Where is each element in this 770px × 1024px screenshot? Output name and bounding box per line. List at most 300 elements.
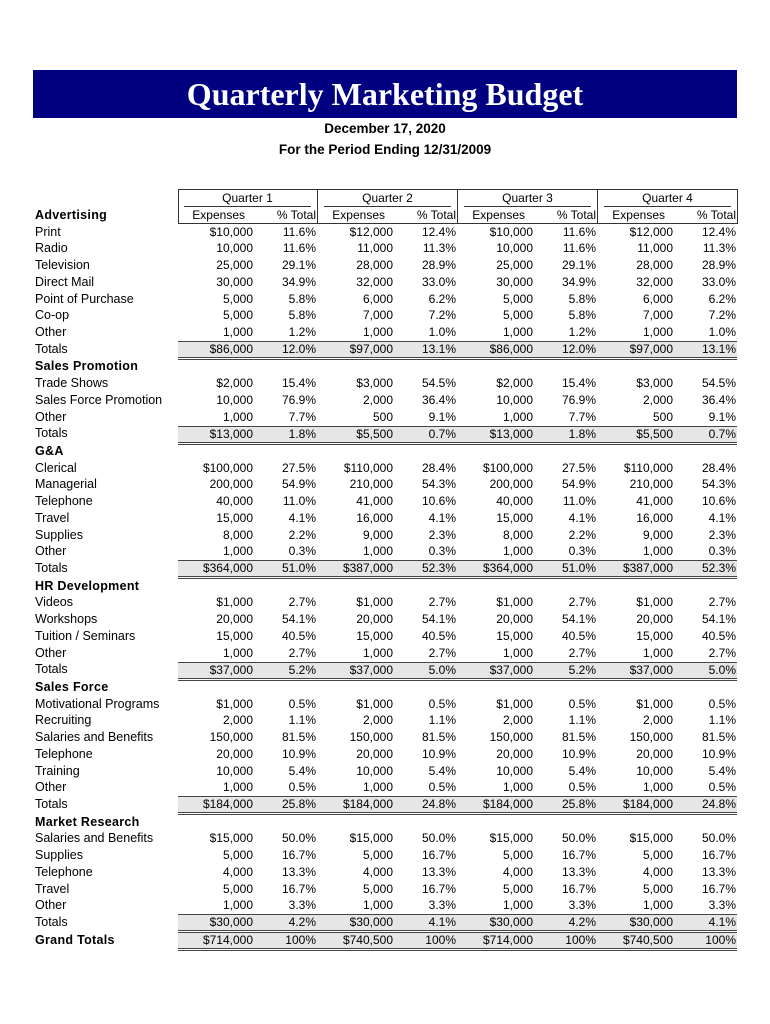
table-row-expenses-q2: 2,000 <box>362 392 393 407</box>
table-row-pct-q2: 36.4% <box>421 392 456 407</box>
table-row-expenses-q4: 150,000 <box>629 730 673 745</box>
section-title: Advertising <box>35 208 108 222</box>
table-row-expenses-q2: $1,000 <box>356 696 393 711</box>
table-row-pct-q3: 3.3% <box>568 898 596 913</box>
totals-row-expenses-q4: $5,500 <box>636 426 673 441</box>
totals-bottom-rule <box>178 812 737 813</box>
table-row-expenses-q4: $15,000 <box>629 831 673 846</box>
table-row-expenses-q4: 2,000 <box>642 713 673 728</box>
table-row-expenses-q4: 1,000 <box>642 544 673 559</box>
table-row-pct-q4: 16.7% <box>701 848 736 863</box>
row-label: Salaries and Benefits <box>35 831 154 846</box>
totals-label: Totals <box>35 914 68 929</box>
table-row-expenses-q3: 20,000 <box>496 746 533 761</box>
row-label: Clerical <box>35 460 77 475</box>
table-row-pct-q1: 27.5% <box>281 460 316 475</box>
row-label: Travel <box>35 510 70 525</box>
table-row-pct-q4: 28.9% <box>701 258 736 273</box>
table-row-expenses-q4: 210,000 <box>629 477 673 492</box>
table-row-pct-q4: 6.2% <box>708 291 736 306</box>
table-row-expenses-q1: 8,000 <box>222 527 253 542</box>
table-row-pct-q3: 16.7% <box>561 881 596 896</box>
table-row-expenses-q2: 4,000 <box>362 864 393 879</box>
table-row-expenses-q2: 1,000 <box>362 324 393 339</box>
table-row-expenses-q4: 11,000 <box>637 241 673 256</box>
table-row-pct-q4: 2.3% <box>708 527 736 542</box>
table-row-expenses-q1: 20,000 <box>216 746 253 761</box>
table-row-pct-q3: 11.6% <box>562 241 596 256</box>
table-row-expenses-q4: 15,000 <box>636 628 673 643</box>
table-row-pct-q3: 0.5% <box>568 696 596 711</box>
table-row-pct-q3: 34.9% <box>561 274 596 289</box>
table-row-expenses-q2: 1,000 <box>362 898 393 913</box>
table-row-expenses-q3: 1,000 <box>502 324 533 339</box>
table-row-expenses-q4: $110,000 <box>623 460 673 475</box>
row-label: Direct Mail <box>35 274 95 289</box>
col-expenses-header: Expenses <box>192 208 245 222</box>
table-row-pct-q4: 2.7% <box>708 595 736 610</box>
table-row-expenses-q4: 20,000 <box>636 746 673 761</box>
table-row-pct-q2: 54.5% <box>421 376 456 391</box>
table-row-expenses-q4: 32,000 <box>636 274 673 289</box>
table-row-expenses-q3: $15,000 <box>489 831 533 846</box>
table-row-expenses-q4: 41,000 <box>636 494 673 509</box>
row-label: Supplies <box>35 848 83 863</box>
row-label: Other <box>35 324 67 339</box>
row-label: Sales Force Promotion <box>35 392 163 407</box>
table-row-expenses-q1: 200,000 <box>209 477 253 492</box>
col-pct-header: % Total <box>556 208 596 222</box>
row-label: Print <box>35 224 61 239</box>
row-label: Workshops <box>35 612 98 627</box>
table-row-pct-q4: 2.7% <box>708 645 736 660</box>
col-expenses-header: Expenses <box>612 208 665 222</box>
totals-row-pct-q2: 52.3% <box>421 561 456 576</box>
grand-totals-bottom-rule <box>178 948 737 949</box>
totals-row-expenses-q4: $30,000 <box>629 915 673 930</box>
quarter-header-1: Quarter 1 <box>222 191 273 205</box>
table-row-pct-q2: 12.4% <box>421 224 456 239</box>
table-row-pct-q1: 5.4% <box>288 763 316 778</box>
totals-row-expenses-q2: $5,500 <box>356 426 393 441</box>
table-row-pct-q2: 13.3% <box>421 864 456 879</box>
totals-row-expenses-q1: $184,000 <box>202 797 253 812</box>
table-row-expenses-q1: $1,000 <box>216 696 253 711</box>
table-row-pct-q1: 76.9% <box>281 392 316 407</box>
row-label: Supplies <box>35 527 83 542</box>
table-row-pct-q2: 28.9% <box>421 258 456 273</box>
table-row-expenses-q2: $15,000 <box>349 831 393 846</box>
table-row-pct-q1: 2.2% <box>288 527 316 542</box>
table-row-pct-q2: 4.1% <box>428 510 456 525</box>
totals-row-expenses-q1: $30,000 <box>209 915 253 930</box>
table-row-expenses-q3: 10,000 <box>496 241 533 256</box>
totals-row-pct-q4: 13.1% <box>701 342 736 357</box>
table-row-pct-q2: 10.9% <box>421 746 456 761</box>
totals-row-expenses-q3: $364,000 <box>482 561 533 576</box>
row-label: Point of Purchase <box>35 291 134 306</box>
totals-row-pct-q2: 5.0% <box>428 662 456 677</box>
table-row-pct-q3: 1.1% <box>568 713 596 728</box>
table-row-pct-q4: 0.5% <box>708 780 736 795</box>
totals-row-pct-q2: 13.1% <box>421 342 456 357</box>
table-row-pct-q2: 10.6% <box>421 494 456 509</box>
row-label: Other <box>35 645 67 660</box>
table-row-expenses-q3: 1,000 <box>502 780 533 795</box>
table-row-pct-q2: 9.1% <box>428 409 456 424</box>
table-row-pct-q3: 5.4% <box>568 763 596 778</box>
page-title: Quarterly Marketing Budget <box>33 70 737 118</box>
totals-label: Totals <box>35 426 68 441</box>
table-row-pct-q1: 40.5% <box>281 628 316 643</box>
row-label: Managerial <box>35 477 97 492</box>
totals-row-pct-q3: 5.2% <box>568 662 596 677</box>
table-row-pct-q4: 9.1% <box>708 409 736 424</box>
table-row-pct-q4: 81.5% <box>701 730 736 745</box>
table-row-pct-q3: 5.8% <box>568 291 596 306</box>
table-row-expenses-q2: 20,000 <box>356 746 393 761</box>
table-row-pct-q4: 54.3% <box>701 477 736 492</box>
totals-bottom-rule <box>178 442 737 443</box>
table-row-expenses-q1: 30,000 <box>216 274 253 289</box>
table-row-expenses-q1: 1,000 <box>222 898 253 913</box>
totals-bottom-rule-2 <box>178 359 737 360</box>
totals-row-pct-q1: 51.0% <box>281 561 316 576</box>
table-row-pct-q4: 13.3% <box>701 864 736 879</box>
table-row-pct-q3: 15.4% <box>561 376 596 391</box>
table-row-expenses-q2: 1,000 <box>362 544 393 559</box>
table-row-expenses-q1: 20,000 <box>216 612 253 627</box>
table-row-expenses-q1: 5,000 <box>222 291 253 306</box>
grand-totals-row-expenses-q2: $740,500 <box>342 933 393 948</box>
table-row-expenses-q3: 1,000 <box>502 544 533 559</box>
grand-totals-row-pct-q3: 100% <box>565 933 596 948</box>
totals-row-pct-q3: 25.8% <box>561 797 596 812</box>
table-row-pct-q3: 7.7% <box>568 409 596 424</box>
table-row-pct-q1: 34.9% <box>281 274 316 289</box>
table-row-pct-q2: 0.5% <box>428 696 456 711</box>
table-row-pct-q2: 40.5% <box>421 628 456 643</box>
row-label: Training <box>35 763 80 778</box>
table-row-pct-q1: 11.0% <box>282 494 316 509</box>
table-row-expenses-q1: 1,000 <box>222 645 253 660</box>
table-row-expenses-q2: $12,000 <box>349 224 393 239</box>
table-row-expenses-q4: 28,000 <box>636 258 673 273</box>
table-row-expenses-q2: 15,000 <box>356 628 393 643</box>
table-row-pct-q4: 10.6% <box>701 494 736 509</box>
table-row-expenses-q2: $1,000 <box>356 595 393 610</box>
table-row-expenses-q4: 1,000 <box>642 898 673 913</box>
table-row-pct-q2: 54.1% <box>421 612 456 627</box>
report-period: For the Period Ending 12/31/2009 <box>278 142 492 157</box>
table-row-pct-q3: 4.1% <box>568 510 596 525</box>
table-row-pct-q2: 1.1% <box>428 713 456 728</box>
table-row-pct-q1: 54.1% <box>281 612 316 627</box>
quarter-underline-2 <box>324 206 451 207</box>
report-date: December 17, 2020 <box>324 121 446 136</box>
totals-row-expenses-q1: $364,000 <box>202 561 253 576</box>
row-label: Co-op <box>35 308 70 323</box>
table-row-pct-q1: 2.7% <box>288 595 316 610</box>
col-pct-header: % Total <box>416 208 456 222</box>
table-row-pct-q1: 54.9% <box>281 477 316 492</box>
table-row-pct-q4: 16.7% <box>701 881 736 896</box>
table-row-pct-q3: 16.7% <box>561 848 596 863</box>
table-row-expenses-q3: 8,000 <box>502 527 533 542</box>
table-row-expenses-q2: 20,000 <box>356 612 393 627</box>
table-row-expenses-q4: 5,000 <box>642 881 673 896</box>
table-row-pct-q4: 50.0% <box>701 831 736 846</box>
table-row-pct-q4: 5.4% <box>708 763 736 778</box>
table-row-expenses-q1: 25,000 <box>216 258 253 273</box>
table-row-expenses-q3: $100,000 <box>482 460 533 475</box>
table-row-expenses-q3: 15,000 <box>496 628 533 643</box>
totals-row-pct-q4: 4.1% <box>708 915 736 930</box>
table-row-expenses-q1: 40,000 <box>216 494 253 509</box>
totals-row-expenses-q3: $184,000 <box>482 797 533 812</box>
section-title: Market Research <box>35 814 140 829</box>
table-row-pct-q2: 7.2% <box>428 308 456 323</box>
table-row-expenses-q3: 5,000 <box>502 848 533 863</box>
table-row-pct-q4: 12.4% <box>701 224 736 239</box>
grand-totals-label: Grand Totals <box>35 932 115 947</box>
table-row-pct-q1: 11.6% <box>282 224 316 239</box>
table-row-expenses-q1: $10,000 <box>209 224 253 239</box>
table-row-expenses-q2: 16,000 <box>356 510 393 525</box>
totals-row-pct-q4: 52.3% <box>701 561 736 576</box>
quarter-underline-1 <box>184 206 311 207</box>
totals-bottom-rule-2 <box>178 578 737 579</box>
row-label: Telephone <box>35 494 93 509</box>
table-row-pct-q3: 1.2% <box>568 324 596 339</box>
table-row-expenses-q4: $12,000 <box>629 224 673 239</box>
table-row-expenses-q3: 150,000 <box>489 730 533 745</box>
totals-row-expenses-q4: $387,000 <box>622 561 673 576</box>
totals-label: Totals <box>35 662 68 677</box>
table-row-expenses-q2: 41,000 <box>356 494 393 509</box>
table-row-expenses-q1: 15,000 <box>216 628 253 643</box>
totals-row-expenses-q2: $184,000 <box>342 797 393 812</box>
totals-row-expenses-q4: $97,000 <box>629 342 673 357</box>
table-row-expenses-q4: 9,000 <box>642 527 673 542</box>
table-row-expenses-q2: 1,000 <box>362 780 393 795</box>
table-row-expenses-q1: 5,000 <box>222 308 253 323</box>
totals-bottom-rule-2 <box>178 444 737 445</box>
section-title: G&A <box>35 444 64 458</box>
grand-totals-row-pct-q2: 100% <box>425 933 456 948</box>
row-label: Other <box>35 544 67 559</box>
totals-row-expenses-q2: $30,000 <box>349 915 393 930</box>
table-row-pct-q3: 10.9% <box>561 746 596 761</box>
table-row-expenses-q4: 20,000 <box>636 612 673 627</box>
table-row-pct-q1: 10.9% <box>281 746 316 761</box>
table-row-expenses-q1: 1,000 <box>222 409 253 424</box>
totals-row-expenses-q2: $97,000 <box>349 342 393 357</box>
grand-totals-row-pct-q4: 100% <box>705 933 736 948</box>
table-row-pct-q1: 2.7% <box>288 645 316 660</box>
table-row-expenses-q1: $15,000 <box>209 831 253 846</box>
table-row-pct-q3: 76.9% <box>561 392 596 407</box>
table-row-pct-q1: 15.4% <box>281 376 316 391</box>
totals-row-pct-q4: 0.7% <box>708 426 736 441</box>
totals-row-expenses-q3: $86,000 <box>489 342 533 357</box>
table-row-expenses-q2: 5,000 <box>362 881 393 896</box>
table-row-pct-q2: 16.7% <box>421 881 456 896</box>
table-row-pct-q3: 54.9% <box>561 477 596 492</box>
table-row-pct-q3: 0.5% <box>568 780 596 795</box>
table-row-pct-q2: 11.3% <box>422 241 456 256</box>
table-row-expenses-q4: 2,000 <box>642 392 673 407</box>
table-row-pct-q4: 3.3% <box>708 898 736 913</box>
table-row-pct-q3: 11.0% <box>562 494 596 509</box>
quarter-header-2: Quarter 2 <box>362 191 413 205</box>
quarter-header-3: Quarter 3 <box>502 191 553 205</box>
table-row-pct-q2: 54.3% <box>421 477 456 492</box>
table-row-expenses-q1: 10,000 <box>216 241 253 256</box>
table-row-pct-q1: 5.8% <box>288 308 316 323</box>
table-row-pct-q2: 33.0% <box>421 274 456 289</box>
table-row-expenses-q2: 2,000 <box>362 713 393 728</box>
table-row-pct-q3: 5.8% <box>568 308 596 323</box>
table-row-pct-q4: 54.1% <box>701 612 736 627</box>
totals-row-expenses-q3: $13,000 <box>489 426 533 441</box>
table-row-expenses-q4: 1,000 <box>642 780 673 795</box>
table-row-expenses-q3: 1,000 <box>502 898 533 913</box>
table-row-expenses-q2: 28,000 <box>356 258 393 273</box>
table-row-pct-q3: 2.2% <box>568 527 596 542</box>
totals-row-pct-q3: 51.0% <box>561 561 596 576</box>
table-row-pct-q4: 1.1% <box>708 713 736 728</box>
quarter-header-4: Quarter 4 <box>642 191 693 205</box>
table-row-expenses-q3: 15,000 <box>496 510 533 525</box>
table-row-expenses-q3: 30,000 <box>496 274 533 289</box>
totals-row-expenses-q4: $37,000 <box>629 662 673 677</box>
table-row-expenses-q3: 1,000 <box>502 645 533 660</box>
table-row-pct-q4: 11.3% <box>702 241 736 256</box>
grand-totals-row-pct-q1: 100% <box>285 933 316 948</box>
table-row-pct-q1: 4.1% <box>288 510 316 525</box>
table-row-expenses-q3: 1,000 <box>502 409 533 424</box>
totals-bottom-rule <box>178 357 737 358</box>
table-row-expenses-q2: 5,000 <box>362 848 393 863</box>
row-label: Other <box>35 898 67 913</box>
table-row-expenses-q2: 9,000 <box>362 527 393 542</box>
table-row-expenses-q3: 25,000 <box>496 258 533 273</box>
table-row-pct-q4: 0.3% <box>708 544 736 559</box>
table-row-pct-q2: 0.3% <box>428 544 456 559</box>
table-row-expenses-q2: $3,000 <box>356 376 393 391</box>
table-row-expenses-q3: 4,000 <box>502 864 533 879</box>
grand-totals-row-expenses-q3: $714,000 <box>482 933 533 948</box>
table-row-expenses-q2: 150,000 <box>349 730 393 745</box>
table-row-expenses-q4: 6,000 <box>642 291 673 306</box>
row-label: Travel <box>35 881 70 896</box>
col-pct-header: % Total <box>696 208 736 222</box>
table-row-pct-q2: 28.4% <box>421 460 456 475</box>
col-expenses-header: Expenses <box>332 208 385 222</box>
table-row-pct-q2: 2.7% <box>428 645 456 660</box>
table-row-expenses-q1: $2,000 <box>216 376 253 391</box>
table-row-pct-q3: 11.6% <box>562 224 596 239</box>
table-row-pct-q1: 0.5% <box>288 780 316 795</box>
table-row-pct-q2: 1.0% <box>428 324 456 339</box>
table-row-expenses-q3: 5,000 <box>502 881 533 896</box>
totals-row-pct-q2: 0.7% <box>428 426 456 441</box>
row-label: Trade Shows <box>35 376 109 391</box>
totals-row-pct-q1: 5.2% <box>288 662 316 677</box>
table-row-expenses-q3: 40,000 <box>496 494 533 509</box>
totals-row-expenses-q1: $86,000 <box>209 342 253 357</box>
totals-row-pct-q2: 24.8% <box>421 797 456 812</box>
table-row-expenses-q2: 210,000 <box>349 477 393 492</box>
table-row-expenses-q1: 10,000 <box>216 392 253 407</box>
row-label: Telephone <box>35 746 93 761</box>
totals-bottom-rule <box>178 678 737 679</box>
totals-row-expenses-q4: $184,000 <box>622 797 673 812</box>
col-expenses-header: Expenses <box>472 208 525 222</box>
table-row-expenses-q1: 2,000 <box>222 713 253 728</box>
table-row-expenses-q1: 5,000 <box>222 881 253 896</box>
grand-totals-row-expenses-q1: $714,000 <box>202 933 253 948</box>
table-row-expenses-q2: 32,000 <box>356 274 393 289</box>
table-row-pct-q1: 50.0% <box>281 831 316 846</box>
table-row-expenses-q4: 1,000 <box>642 324 673 339</box>
totals-row-pct-q4: 5.0% <box>708 662 736 677</box>
table-row-expenses-q2: 1,000 <box>362 645 393 660</box>
totals-bottom-rule-2 <box>178 814 737 815</box>
table-row-pct-q4: 40.5% <box>701 628 736 643</box>
table-row-pct-q1: 0.5% <box>288 696 316 711</box>
table-row-pct-q4: 36.4% <box>701 392 736 407</box>
totals-row-pct-q3: 4.2% <box>568 915 596 930</box>
table-row-pct-q4: 28.4% <box>701 460 736 475</box>
table-row-pct-q3: 27.5% <box>561 460 596 475</box>
table-row-pct-q2: 5.4% <box>428 763 456 778</box>
table-row-expenses-q1: 5,000 <box>222 848 253 863</box>
section-title: HR Development <box>35 578 140 593</box>
table-row-expenses-q1: 1,000 <box>222 544 253 559</box>
table-row-pct-q3: 0.3% <box>568 544 596 559</box>
row-label: Other <box>35 780 67 795</box>
table-row-pct-q2: 81.5% <box>421 730 456 745</box>
table-row-pct-q1: 1.1% <box>288 713 316 728</box>
table-row-pct-q2: 2.7% <box>428 595 456 610</box>
table-row-expenses-q3: $10,000 <box>489 224 533 239</box>
table-row-pct-q1: 7.7% <box>288 409 316 424</box>
quarter-divider-0 <box>178 189 179 224</box>
table-row-expenses-q3: $1,000 <box>496 595 533 610</box>
table-row-expenses-q4: 10,000 <box>636 763 673 778</box>
table-row-pct-q1: 0.3% <box>288 544 316 559</box>
totals-row-expenses-q2: $387,000 <box>342 561 393 576</box>
table-row-pct-q3: 81.5% <box>561 730 596 745</box>
table-row-expenses-q3: 5,000 <box>502 308 533 323</box>
table-row-pct-q4: 4.1% <box>708 510 736 525</box>
table-row-pct-q1: 81.5% <box>281 730 316 745</box>
table-row-pct-q1: 1.2% <box>288 324 316 339</box>
table-row-expenses-q2: $110,000 <box>343 460 393 475</box>
table-row-pct-q2: 16.7% <box>421 848 456 863</box>
totals-row-expenses-q2: $37,000 <box>349 662 393 677</box>
table-row-expenses-q4: 16,000 <box>636 510 673 525</box>
totals-row-expenses-q3: $30,000 <box>489 915 533 930</box>
table-row-expenses-q3: 2,000 <box>502 713 533 728</box>
table-row-pct-q2: 2.3% <box>428 527 456 542</box>
table-row-pct-q4: 33.0% <box>701 274 736 289</box>
table-row-expenses-q4: $1,000 <box>636 696 673 711</box>
totals-row-pct-q2: 4.1% <box>428 915 456 930</box>
table-row-expenses-q1: 150,000 <box>209 730 253 745</box>
